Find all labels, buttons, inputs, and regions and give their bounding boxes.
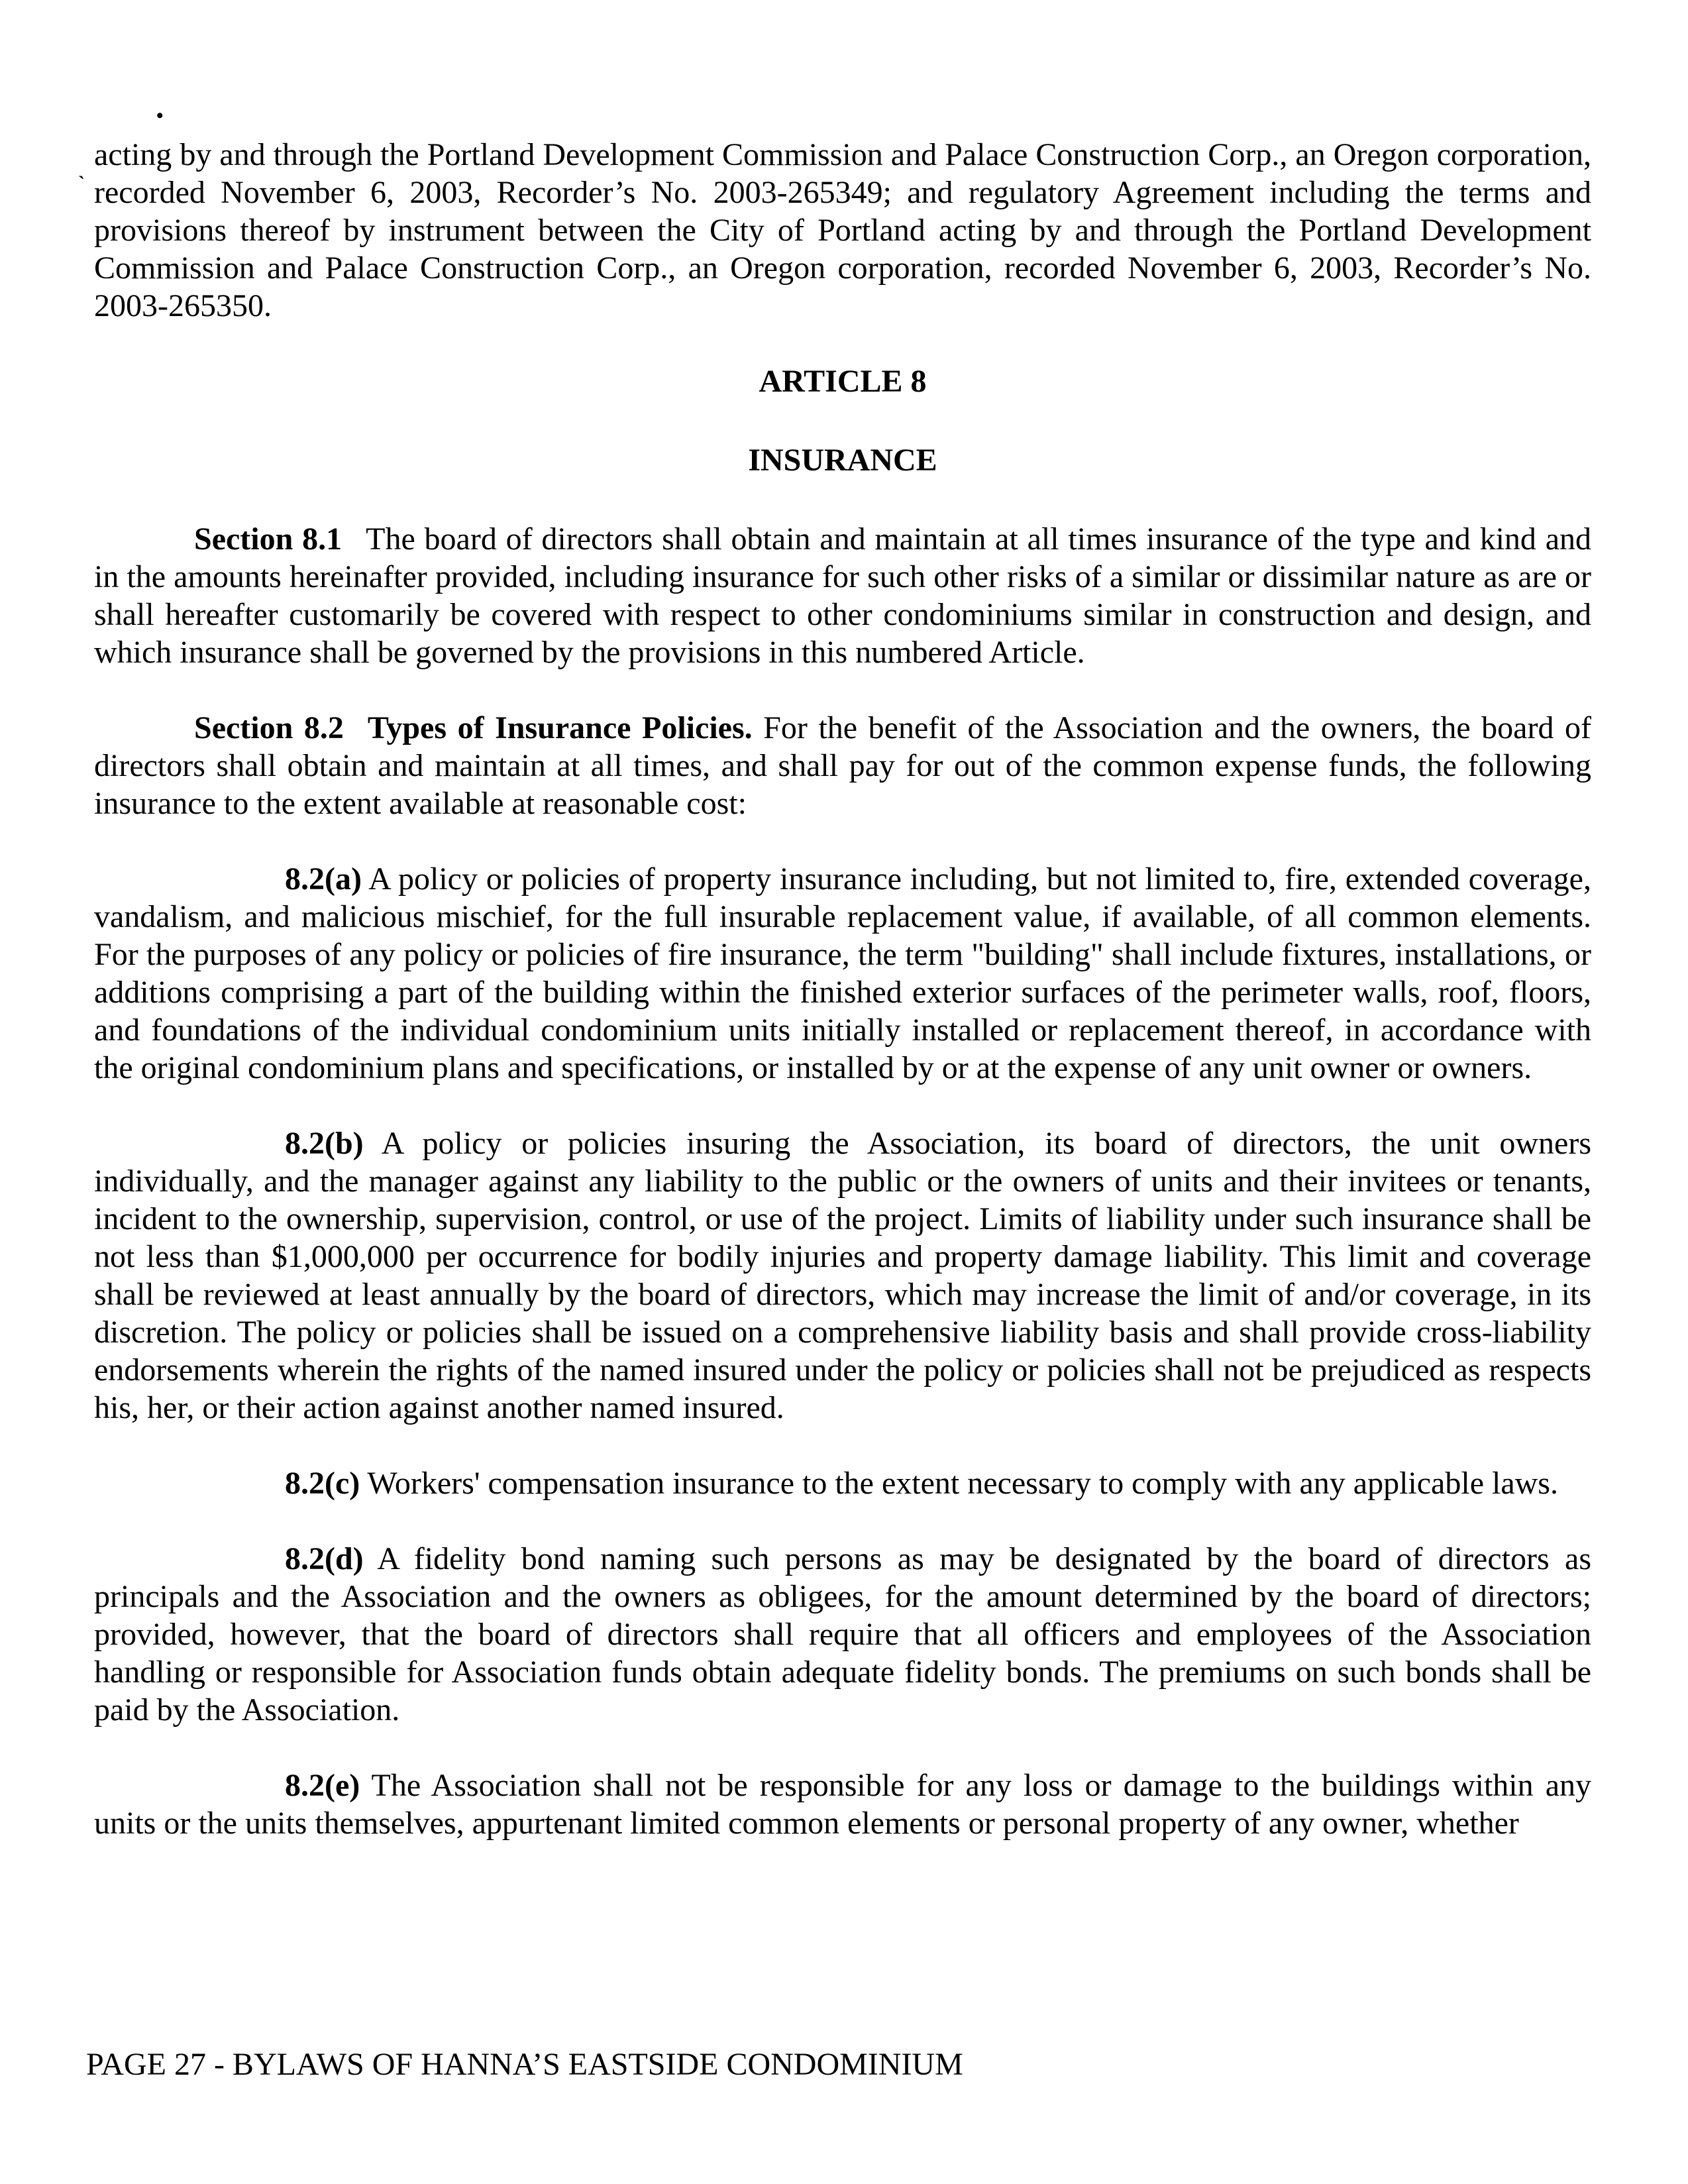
- subsection-8-2-c: [94, 1464, 1591, 1502]
- subsection-text: A policy or policies insuring the Association, its board of directors, the unit owners individually, and the manager against any liability to the public or the owners of units and their invitees or tenants, incident to the ownership, supervision, control, or use of the project. Limits of liability under such insurance shall be not less than $1,000,000 per occurrence for bodily injuries and property damage liability. This limit and coverage shall be reviewed at least annually by the board of directors, which may increase the limit of and/or coverage, in its discretion. The policy or policies shall be issued on a comprehensive liability basis and shall provide cross-liability endorsements wherein the rights of the named insured under the policy or policies shall not be prejudiced as respects his, her, or their action against another named insured.: [94, 1126, 1591, 1425]
- section-8-1: [94, 520, 1591, 671]
- section-text: The board of directors shall obtain and maintain at all times insurance of the type and kind and in the amounts hereinafter provided, including insurance for such other risks of a similar or dissimilar nature as are or shall hereafter customarily be covered with respect to other condominiums similar in construction and design, and which insurance shall be governed by the provisions in this numbered Article.: [94, 521, 1592, 670]
- subsection-8-2-a: [94, 860, 1591, 1087]
- section-label: Section 8.1: [194, 521, 343, 557]
- subsection-8-2-e: [94, 1767, 1591, 1842]
- subsection-label: 8.2(d): [285, 1541, 364, 1576]
- subsection-8-2-d: [94, 1540, 1591, 1729]
- page-footer: PAGE 27 - BYLAWS OF HANNA’S EASTSIDE CONDOMINIUM: [86, 2047, 963, 2082]
- section-label: Section 8.2: [194, 710, 344, 745]
- scan-mark: •: [156, 105, 164, 127]
- intro-paragraph: acting by and through the Portland Development Commission and Palace Construction Corp., an Oregon corporation, recorded November 6, 2003, Recorder’s No. 2003-265349; and regulatory Agreement including the terms and provisions thereof by instrument between the City of Portland acting by and through the Portland Development Commission and Palace Construction Corp., an Oregon corporation, recorded November 6, 2003, Recorder’s No. 2003-265350.: [94, 137, 1591, 323]
- section-8-2: [94, 709, 1591, 822]
- page-body: [94, 136, 1591, 1842]
- subsection-text: Workers' compensation insurance to the extent necessary to comply with any applicable laws.: [367, 1466, 1558, 1501]
- section-title: Types of Insurance Policies.: [367, 710, 753, 745]
- article-number: ARTICLE 8: [759, 364, 927, 399]
- subsection-text: The Association shall not be responsible for any loss or damage to the buildings within any units or the units themselves, appurtenant limited common elements or personal property of any owner, whether: [94, 1768, 1591, 1841]
- subsection-text: A fidelity bond naming such persons as may be designated by the board of directors as principals and the Association and the owners as obligees, for the amount determined by the board of directors; provided, however, that the board of directors shall require that all officers and employees of the Association handling or responsible for Association funds obtain adequate fidelity bonds. The premiums on such bonds shall be paid by the Association.: [94, 1541, 1592, 1727]
- subsection-text: A policy or policies of property insurance including, but not limited to, fire, extended coverage, vandalism, and malicious mischief, for the full insurable replacement value, if available, of all common elements. For the purposes of any policy or policies of fire insurance, the term "building" shall include fixtures, installations, or additions comprising a part of the building within the finished exterior surfaces of the perimeter walls, roof, floors, and foundations of the individual condominium units initially installed or replacement thereof, in accordance with the original condominium plans and specifications, or installed by or at the expense of any unit owner or owners.: [94, 861, 1591, 1085]
- subsection-label: 8.2(b): [285, 1126, 364, 1161]
- subsection-label: 8.2(e): [285, 1768, 360, 1803]
- subsection-label: 8.2(a): [285, 861, 362, 897]
- subsection-label: 8.2(c): [285, 1466, 360, 1501]
- article-title: INSURANCE: [748, 443, 937, 478]
- scan-mark: `: [78, 172, 85, 194]
- section-text: For the benefit of the Association and the owners, the board of directors shall obtain and maintain at all times, and shall pay for out of the common expense funds, the following insurance to the extent available at reasonable cost:: [94, 710, 1591, 821]
- subsection-8-2-b: [94, 1124, 1591, 1427]
